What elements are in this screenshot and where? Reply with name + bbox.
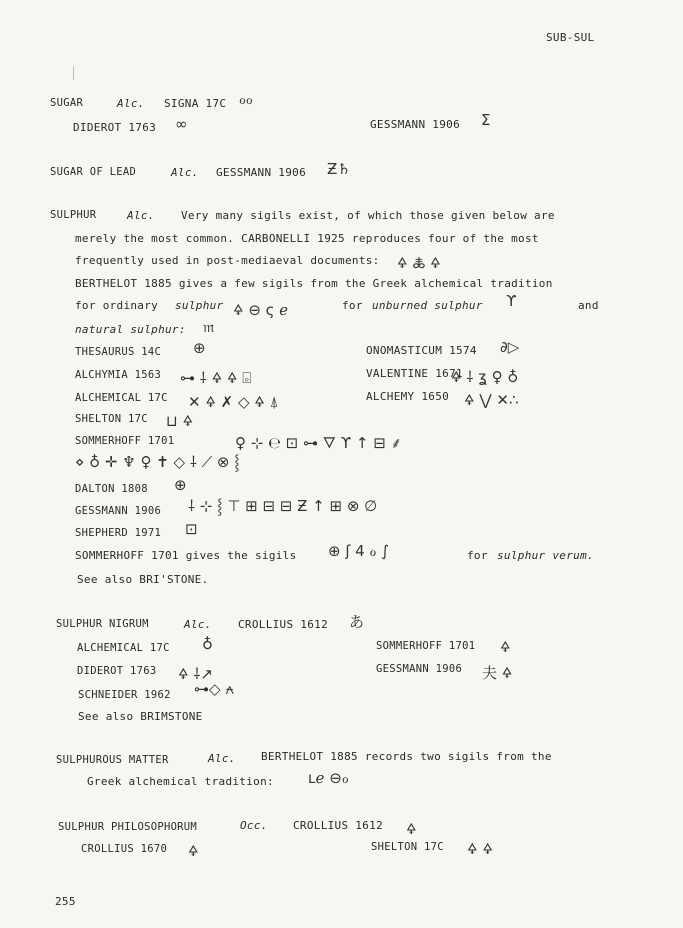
sulphur-valentine: VALENTINE 1671 [366, 367, 463, 380]
page-number: 255 [55, 895, 76, 908]
sulphur-dalton: DALTON 1808 [75, 483, 148, 495]
sugar-signa: SIGNA 17C [164, 97, 227, 110]
sigil-sulphur-nigrum-diderot: 🜍 ⸸↗ [178, 665, 213, 683]
entry-sulphur-head: SULPHUR [50, 209, 97, 221]
sulphur-line-2: merely the most common. CARBONELLI 1925 reproduces four of the most [75, 232, 539, 245]
sulphur-gessmann: GESSMANN 1906 [75, 505, 162, 517]
sulphur-philosophorum-crollius1612: CROLLIUS 1612 [293, 819, 383, 832]
sulphurous-matter-line-2: Greek alchemical tradition: [87, 775, 274, 788]
sulphur-line-4: BERTHELOT 1885 gives a few sigils from the Greek alchemical tradition [75, 277, 553, 290]
sigil-sulphur-philosophorum-1612: 🜍 [406, 820, 417, 838]
sigil-sulphurous-matter: ʟℯ ⊖ℴ [308, 769, 349, 787]
sigil-sulphur-gessmann: ⸸ ⊹ ⸾ ⊤ ⊞ ⊟ ⊟ Ƶ ↑ ⊞ ⊗ ∅ [188, 497, 378, 515]
sigil-sulphur-nigrum-sommerhoff: 🜍 [500, 638, 511, 656]
sigil-sulphur-natural: 𝔪 [203, 318, 215, 336]
sulphur-verum-c: sulphur verum. [497, 549, 594, 562]
sulphur-see-also: See also BRI'STONE. [77, 573, 209, 586]
sulphur-nigrum-crollius: CROLLIUS 1612 [238, 618, 328, 631]
sulphur-philosophorum-shelton: SHELTON 17C [371, 841, 444, 853]
sigil-sugar-gessmann: Σ [481, 111, 491, 129]
entry-sulphur-nigrum-tag: Alc. [184, 618, 212, 631]
sulphur-nigrum-schneider: SCHNEIDER 1962 [78, 689, 171, 701]
sigil-sulphur-valentine: 🜍 ⸸ ʓ ♀ ♁ [451, 368, 519, 386]
sulphur-nigrum-diderot: DIDEROT 1763 [77, 665, 157, 677]
sigil-sulphur-nigrum-crollius: あ [349, 613, 365, 631]
sigil-sugar-of-lead: Ƶ♄ [327, 160, 351, 178]
page-header: SUB-SUL [546, 31, 595, 44]
sulphur-onomasticum: ONOMASTICUM 1574 [366, 344, 477, 357]
sulphur-line-5b: sulphur [175, 299, 224, 312]
sigil-sulphur-shepherd: ⊡ [185, 520, 198, 538]
sulphur-nigrum-alchemical: ALCHEMICAL 17C [77, 642, 170, 654]
sigil-sulphur-unburned: ϒ [506, 292, 517, 310]
sulphur-line-6: natural sulphur: [75, 323, 186, 336]
sugar-gessmann: GESSMANN 1906 [370, 118, 460, 131]
sigil-sulphur-nigrum-alchemical: ♁ [202, 635, 213, 653]
entry-sulphurous-matter-head: SULPHUROUS MATTER [56, 754, 169, 766]
sugar-of-lead-gessmann: GESSMANN 1906 [216, 166, 306, 179]
entry-sugar-head: SUGAR [50, 97, 84, 109]
entry-sulphur-philosophorum-tag: Occ. [240, 819, 268, 832]
sigil-sulphur-carbonelli: 🜍 🜏 🜍 [397, 254, 441, 272]
sulphur-nigrum-see-also: See also BRIMSTONE [78, 710, 203, 723]
sulphurous-matter-line-1: BERTHELOT 1885 records two sigils from the [261, 750, 552, 763]
sulphur-alchymia: ALCHYMIA 1563 [75, 369, 162, 381]
sulphur-nigrum-sommerhoff: SOMMERHOFF 1701 [376, 640, 476, 652]
sigil-sulphur-sommerhoff-2: ⋄ ♁ ✛ ♆ ♀ ✝ ◇ ⸸ ⟋ ⊗ ⸾ [75, 453, 240, 471]
sigil-sulphur-alchymia: ⊶ ⸸ 🜍 🜍 ⌻ [180, 369, 252, 387]
sulphur-shepherd: SHEPHERD 1971 [75, 527, 162, 539]
sigil-sulphur-ordinary: 🜍 ⊖ ς ℯ [233, 301, 289, 319]
sigil-sulphur-sommerhoff-1: ♀ ⊹ ℮ ⊡ ⊶ 🜄 ϒ ↑ ⊟ ⸙ [235, 434, 402, 452]
sigil-sulphur-alchemical: ✕ 🜍 ✗ ◇ 🜍 ⍋ [188, 393, 279, 411]
sigil-sulphur-thesaurus: ⊕ [193, 339, 206, 357]
sigil-sulphur-nigrum-schneider: ⊶◇ ⍲ [194, 680, 235, 698]
sigil-sulphur-philosophorum-shelton: 🜍 🜍 [467, 840, 493, 858]
sulphur-line-5a: for ordinary [75, 299, 159, 312]
sigil-sulphur-verum: ⊕ ʃ 4 ℴ ∫ [328, 542, 389, 560]
sulphur-alchemy: ALCHEMY 1650 [366, 390, 450, 403]
entry-sulphur-tag: Alc. [127, 209, 155, 222]
sulphur-verum-b: for [467, 549, 488, 562]
sulphur-line-5e: and [578, 299, 599, 312]
sugar-diderot: DIDEROT 1763 [73, 121, 157, 134]
sulphur-shelton: SHELTON 17C [75, 413, 148, 425]
sigil-sugar-signa: ℴℴ [239, 90, 253, 108]
sulphur-philosophorum-crollius1670: CROLLIUS 1670 [81, 843, 168, 855]
sigil-sugar-diderot: ∞ [175, 115, 188, 133]
sulphur-line-5d: unburned sulphur [372, 299, 483, 312]
sigil-sulphur-onomasticum: ∂▷ [500, 338, 520, 356]
sulphur-thesaurus: THESAURUS 14C [75, 346, 162, 358]
sulphur-verum-a: SOMMERHOFF 1701 gives the sigils [75, 549, 297, 562]
margin-mark [73, 66, 74, 80]
entry-sugar-tag: Alc. [117, 97, 145, 110]
sulphur-line-3: frequently used in post-mediaeval documents: [75, 254, 380, 267]
sulphur-line-1: Very many sigils exist, of which those given below are [181, 209, 555, 222]
sigil-sulphur-shelton: ⊔ 🜍 [166, 412, 194, 430]
entry-sugar-of-lead-tag: Alc. [171, 166, 199, 179]
sigil-sulphur-dalton: ⊕ [174, 476, 187, 494]
sigil-sulphur-philosophorum-1670: 🜍 [188, 842, 199, 860]
entry-sugar-of-lead-head: SUGAR OF LEAD [50, 166, 137, 178]
sulphur-line-5c: for [342, 299, 363, 312]
sulphur-sommerhoff: SOMMERHOFF 1701 [75, 435, 175, 447]
sigil-sulphur-nigrum-gessmann: 夫 🜍 [482, 664, 513, 682]
entry-sulphur-nigrum-head: SULPHUR NIGRUM [56, 618, 149, 630]
sulphur-alchemical: ALCHEMICAL 17C [75, 392, 168, 404]
sigil-sulphur-alchemy: 🜍 ⋁ ✕∴ [464, 391, 519, 409]
entry-sulphurous-matter-tag: Alc. [208, 752, 236, 765]
sulphur-nigrum-gessmann: GESSMANN 1906 [376, 663, 463, 675]
entry-sulphur-philosophorum-head: SULPHUR PHILOSOPHORUM [58, 821, 198, 833]
